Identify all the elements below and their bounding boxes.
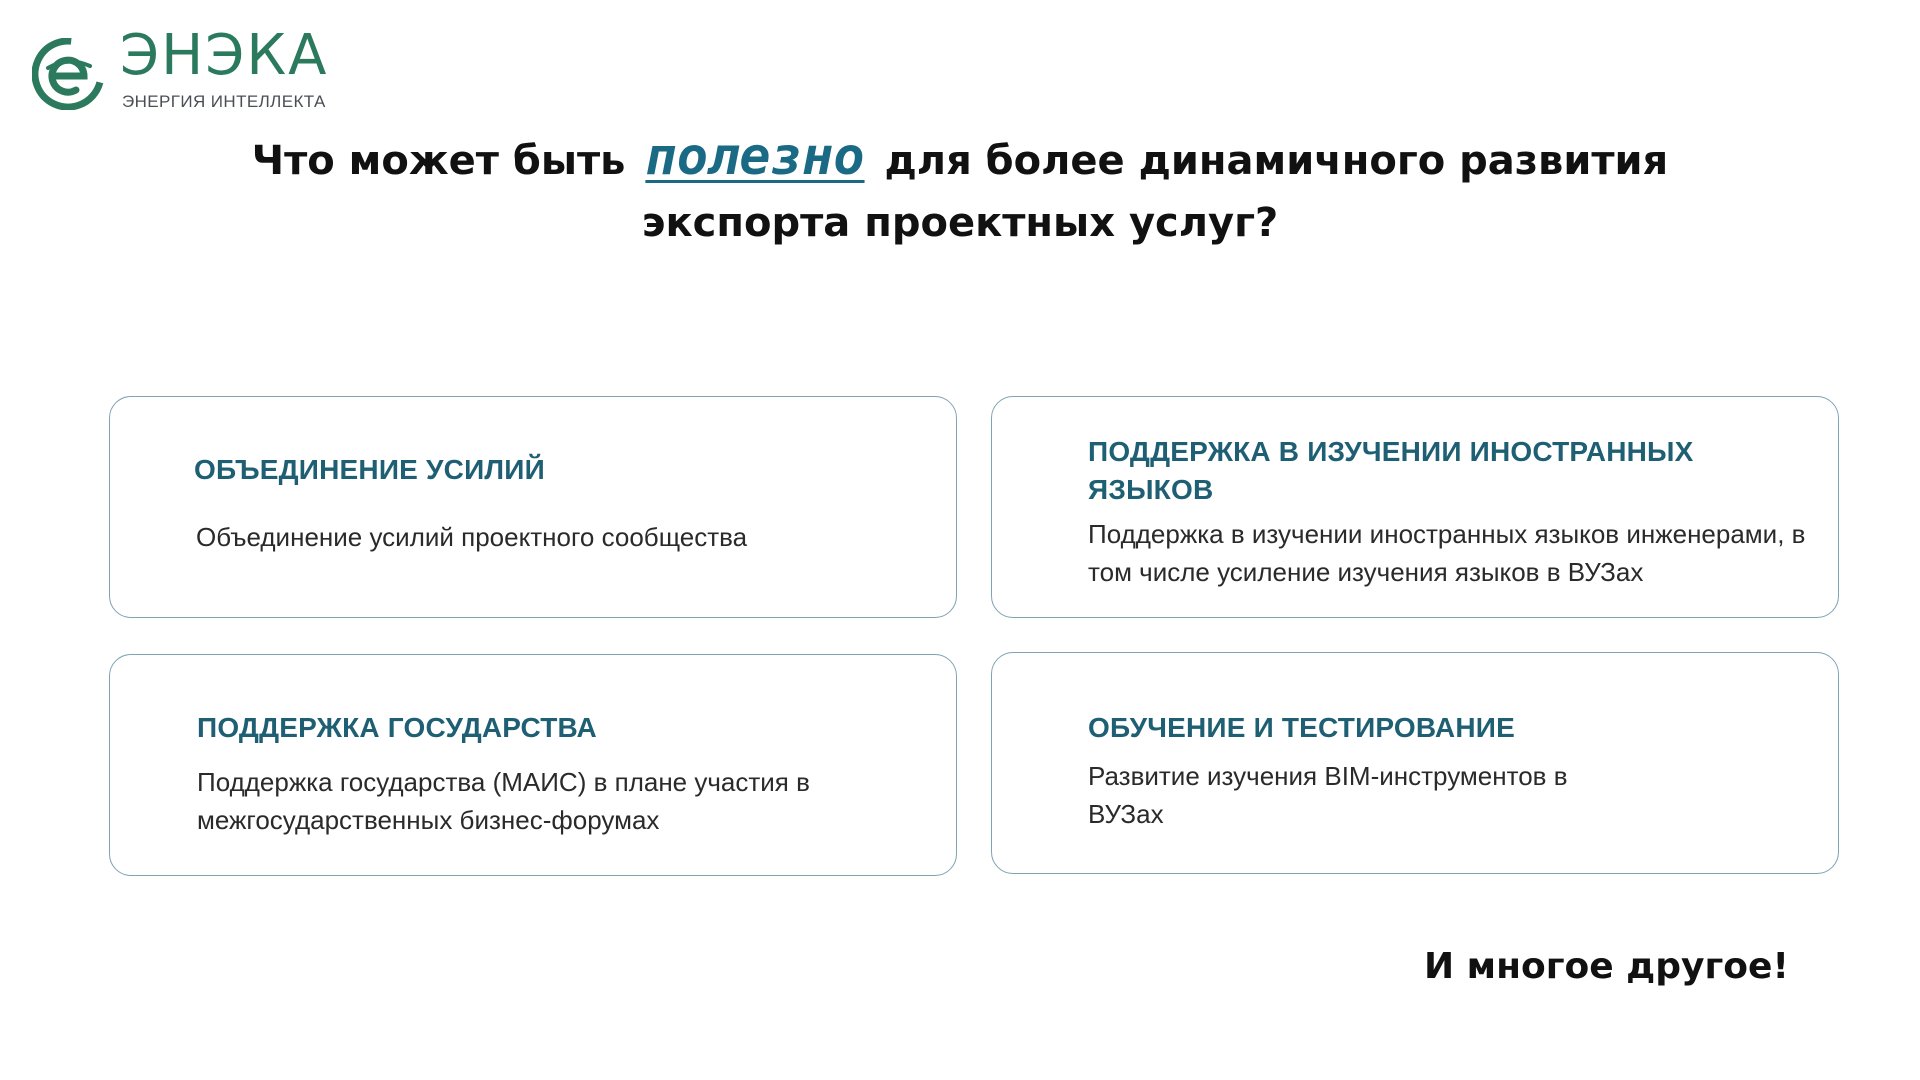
enka-logo-icon (32, 38, 104, 110)
card-language-support (991, 396, 1839, 618)
brand-logo (32, 23, 352, 114)
card-state-support (109, 654, 957, 876)
card-title: ОБЪЕДИНЕНИЕ УСИЛИЙ (194, 454, 545, 485)
title-part-2: для более динамичного развития (870, 138, 1669, 184)
card-joining-efforts (109, 396, 957, 618)
card-text: Поддержка в изучении иностранных языков инженерами, в том числе усиление изучения языков в ВУЗах (1088, 519, 1806, 587)
page-title (0, 126, 1920, 254)
title-part-1: Что может быть (251, 138, 640, 184)
card-training-testing (991, 652, 1839, 874)
brand-name: ЭНЭКА (120, 23, 329, 88)
card-text: Объединение усилий проектного сообщества (196, 522, 748, 552)
card-title: ПОДДЕРЖКА ГОСУДАРСТВА (197, 712, 597, 743)
title-line-2: экспорта проектных услуг? (641, 200, 1279, 246)
title-emphasis: полезно (645, 127, 865, 187)
footer-note: И многое другое! (1424, 946, 1789, 987)
card-title: ОБУЧЕНИЕ И ТЕСТИРОВАНИЕ (1088, 712, 1515, 743)
brand-tagline: ЭНЕРГИЯ ИНТЕЛЛЕКТА (122, 92, 326, 111)
title-line-1 (0, 126, 1920, 192)
card-text: Поддержка государства (МАИС) в плане участия в межгосударственных бизнес-форумах (197, 767, 810, 835)
card-text: Развитие изучения BIM-инструментов в ВУЗах (1088, 761, 1568, 829)
card-title: ПОДДЕРЖКА В ИЗУЧЕНИИ ИНОСТРАННЫХ ЯЗЫКОВ (1088, 436, 1694, 505)
